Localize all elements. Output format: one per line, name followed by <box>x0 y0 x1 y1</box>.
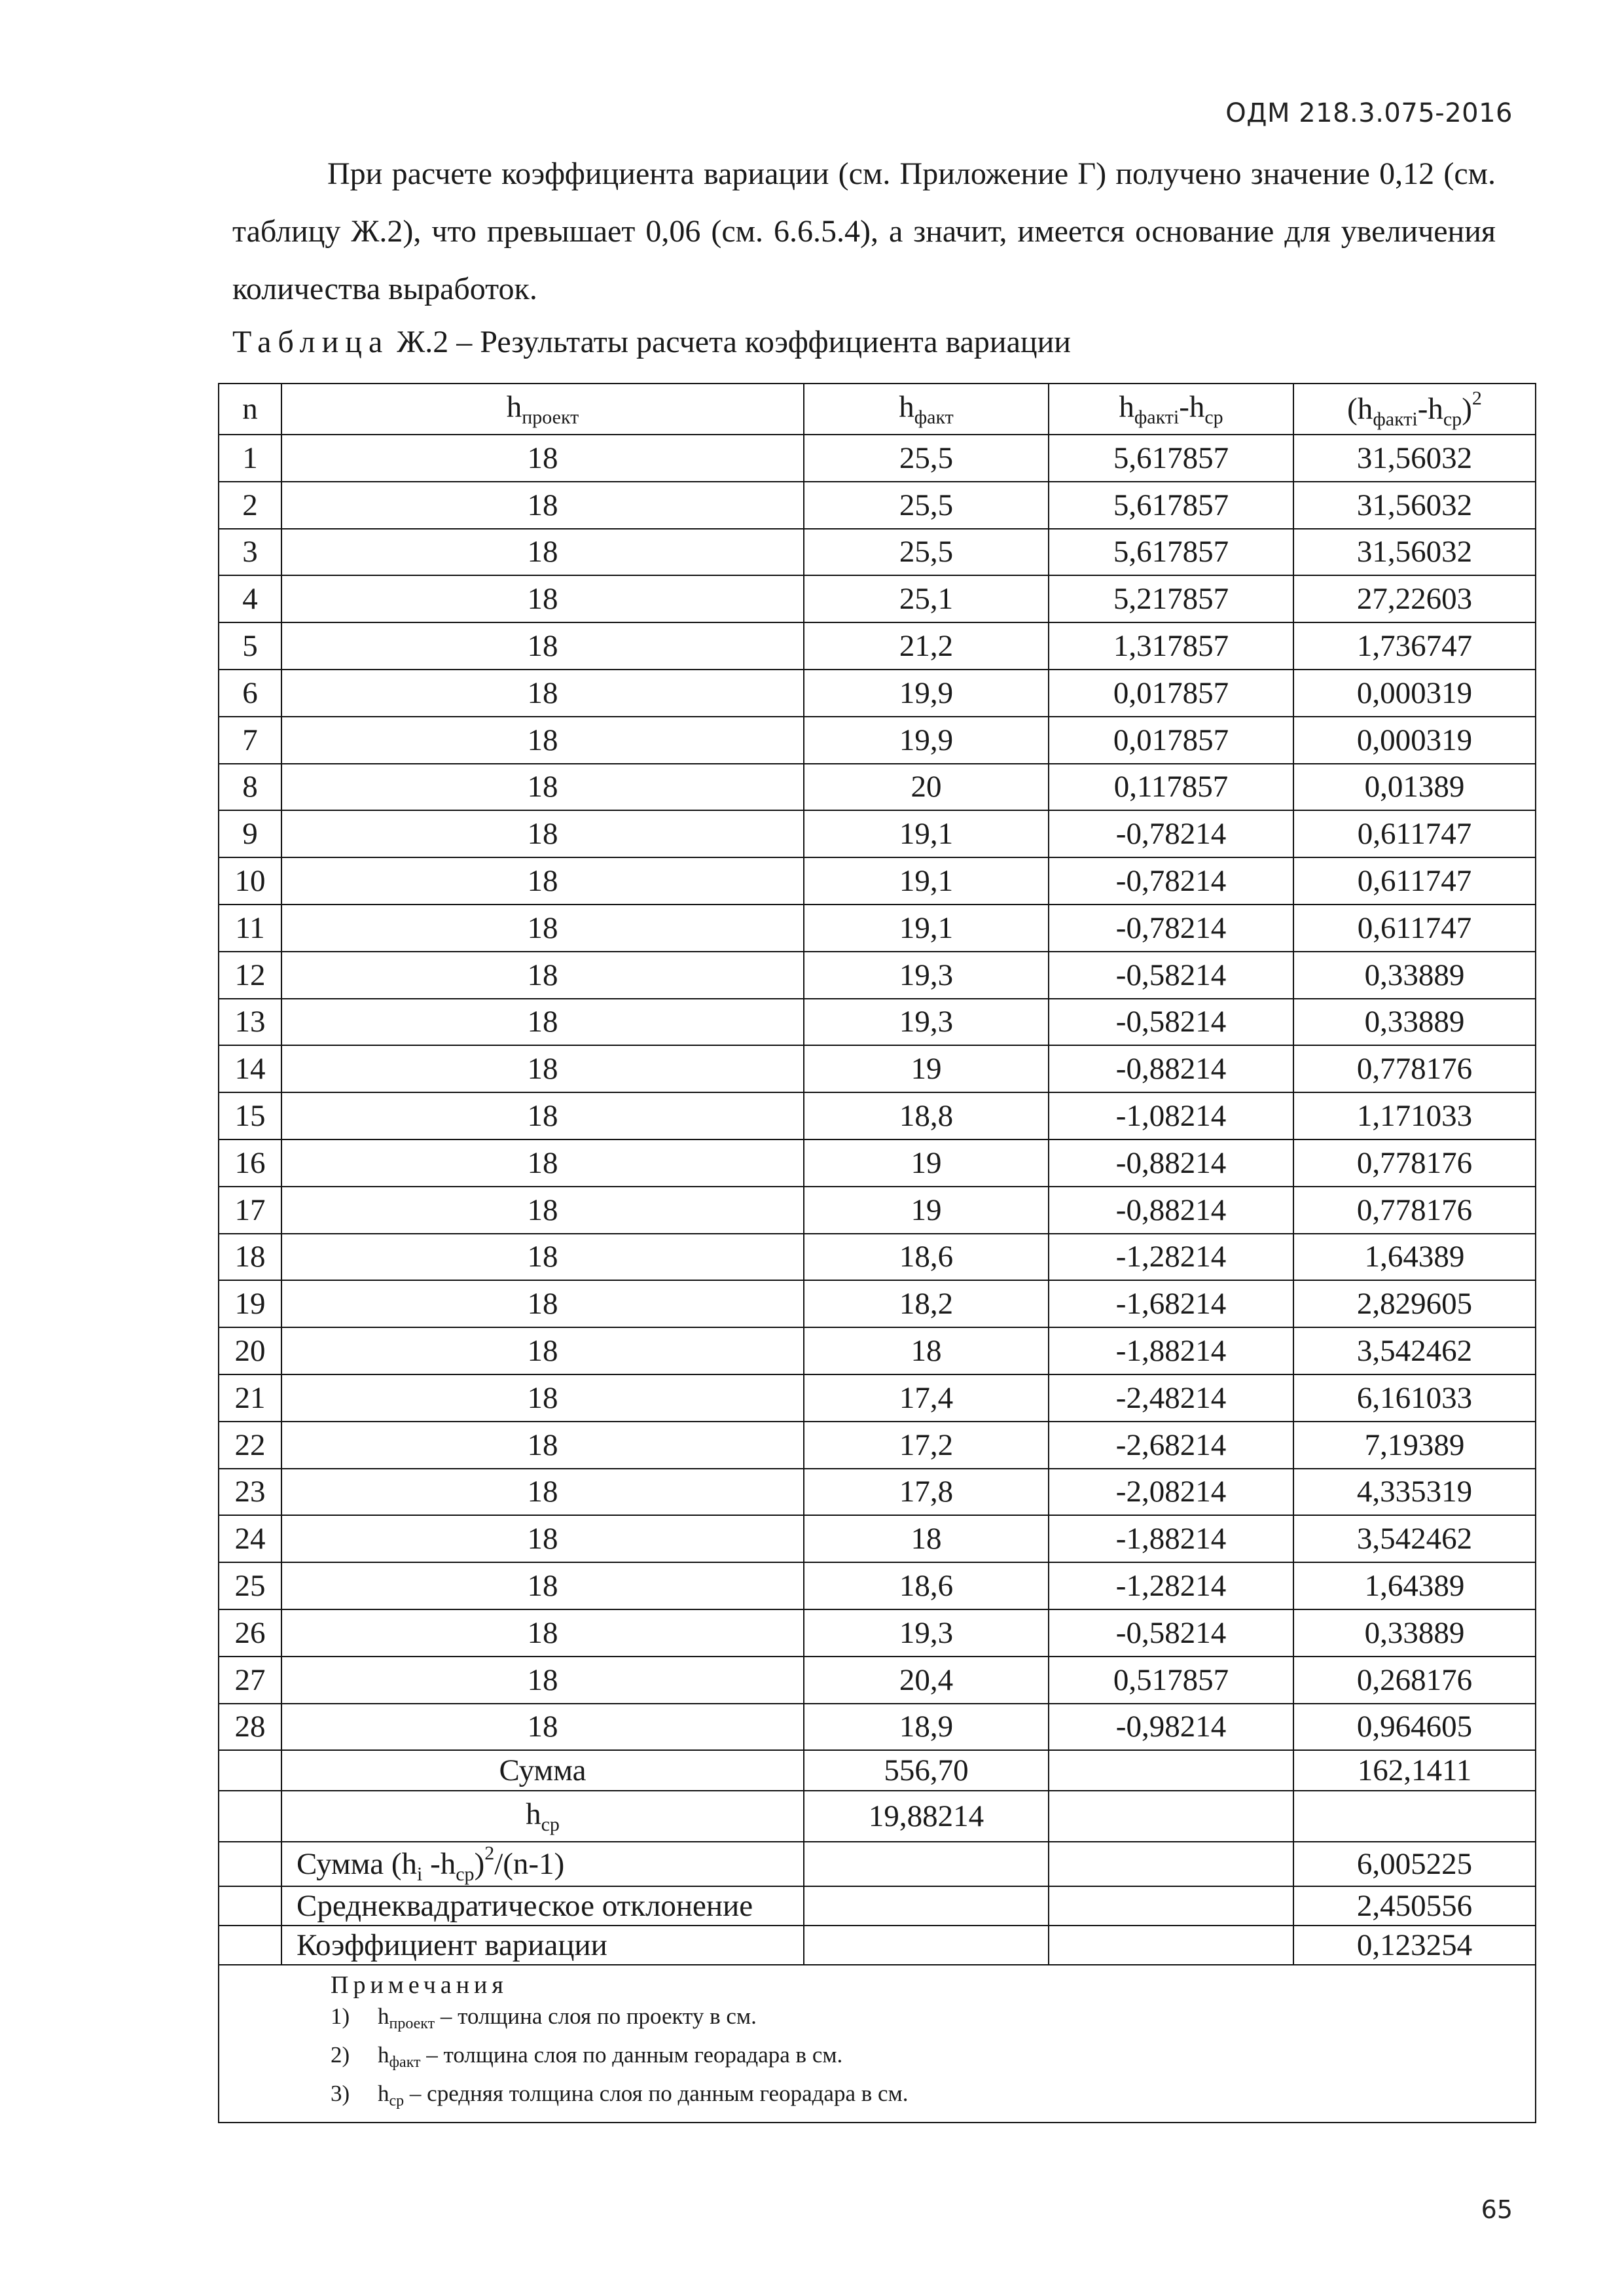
cell-h-project: 18 <box>281 529 804 576</box>
header-sq-sub1: фактi <box>1373 408 1418 430</box>
cell-deviation: -2,08214 <box>1049 1469 1293 1516</box>
table-row <box>219 717 1536 764</box>
notes-list <box>331 2001 1535 2117</box>
cell-deviation-squared: 0,268176 <box>1293 1657 1536 1704</box>
table-row <box>219 857 1536 905</box>
document-code: ОДМ 218.3.075-2016 <box>1225 98 1513 128</box>
note-symbol-sub: факт <box>389 2054 421 2072</box>
cell-deviation-squared: 27,22603 <box>1293 575 1536 622</box>
note-number: 1) <box>331 2003 350 2030</box>
table-row <box>219 764 1536 811</box>
cell-n: 12 <box>219 952 281 999</box>
cell-n: 1 <box>219 435 281 482</box>
header-deviation-squared <box>1293 384 1536 435</box>
cell-deviation-squared: 4,335319 <box>1293 1469 1536 1516</box>
std-dev-value: 2,450556 <box>1293 1886 1536 1926</box>
cell-h-fact: 19,3 <box>804 999 1049 1046</box>
cv-diff-cell <box>1049 1926 1293 1965</box>
notes-title: Примечания <box>331 1971 508 2000</box>
note-item <box>331 2039 1535 2078</box>
cell-deviation-squared: 0,611747 <box>1293 810 1536 857</box>
cell-deviation: -2,68214 <box>1049 1422 1293 1469</box>
cell-h-fact: 19,9 <box>804 717 1049 764</box>
cell-deviation: 1,317857 <box>1049 622 1293 670</box>
cell-n: 5 <box>219 622 281 670</box>
header-deviation <box>1049 384 1293 435</box>
header-sq-close: ) <box>1462 392 1472 426</box>
cell-h-fact: 18,6 <box>804 1234 1049 1281</box>
cell-deviation-squared: 7,19389 <box>1293 1422 1536 1469</box>
cell-deviation: -1,08214 <box>1049 1092 1293 1139</box>
cell-h-project: 18 <box>281 1092 804 1139</box>
variance-fact-cell <box>804 1842 1049 1886</box>
cell-h-fact: 19,1 <box>804 905 1049 952</box>
table-caption <box>232 319 1071 365</box>
cell-deviation-squared: 0,000319 <box>1293 717 1536 764</box>
table-row <box>219 1187 1536 1234</box>
table-row <box>219 1562 1536 1609</box>
header-h-fact <box>804 384 1049 435</box>
cell-h-project: 18 <box>281 1469 804 1516</box>
cell-deviation: -1,88214 <box>1049 1327 1293 1374</box>
cell-deviation-squared: 6,161033 <box>1293 1374 1536 1422</box>
cell-h-project: 18 <box>281 1045 804 1092</box>
sum-row-n-cell <box>219 1750 281 1791</box>
table-row <box>219 482 1536 529</box>
cell-deviation: 0,017857 <box>1049 717 1293 764</box>
cell-deviation: -0,58214 <box>1049 1609 1293 1657</box>
note-symbol-sub: проект <box>389 2015 435 2033</box>
variance-row <box>219 1842 1536 1886</box>
cell-h-project: 18 <box>281 482 804 529</box>
intro-paragraph: При расчете коэффициента вариации (см. Приложение Г) получено значение 0,12 (см. таблицу Ж.2), что превышает 0,06 (см. 6.6.5.4), а значит, имеется основание для увеличения количества выработок. <box>232 156 1496 306</box>
variance-label <box>281 1842 804 1886</box>
header-h-project <box>281 384 804 435</box>
cell-h-project: 18 <box>281 810 804 857</box>
cell-n: 8 <box>219 764 281 811</box>
cell-n: 21 <box>219 1374 281 1422</box>
note-item <box>331 2001 1535 2039</box>
cell-h-project: 18 <box>281 952 804 999</box>
table-row <box>219 1515 1536 1562</box>
variance-label-d: /(n-1) <box>494 1847 565 1882</box>
cell-n: 15 <box>219 1092 281 1139</box>
cell-n: 3 <box>219 529 281 576</box>
cell-deviation: 5,217857 <box>1049 575 1293 622</box>
cell-h-project: 18 <box>281 1187 804 1234</box>
table-row <box>219 622 1536 670</box>
header-deviation-mid: -h <box>1179 390 1205 424</box>
notes-row <box>219 1965 1536 2123</box>
mean-row-n-cell <box>219 1791 281 1842</box>
cell-n: 7 <box>219 717 281 764</box>
cell-deviation-squared: 0,611747 <box>1293 905 1536 952</box>
cv-label: Коэффициент вариации <box>281 1926 804 1965</box>
cell-h-project: 18 <box>281 999 804 1046</box>
table-header-row <box>219 384 1536 435</box>
table-row <box>219 1280 1536 1327</box>
mean-label-sub: ср <box>541 1814 560 1836</box>
cell-n: 22 <box>219 1422 281 1469</box>
cell-deviation-squared: 31,56032 <box>1293 529 1536 576</box>
cell-h-project: 18 <box>281 435 804 482</box>
cell-deviation: -0,88214 <box>1049 1045 1293 1092</box>
sum-diff-cell <box>1049 1750 1293 1791</box>
cell-h-project: 18 <box>281 1374 804 1422</box>
cell-h-fact: 20,4 <box>804 1657 1049 1704</box>
cell-h-project: 18 <box>281 670 804 717</box>
cell-h-project: 18 <box>281 1327 804 1374</box>
cell-h-project: 18 <box>281 622 804 670</box>
cell-n: 26 <box>219 1609 281 1657</box>
table-row <box>219 1139 1536 1187</box>
header-h-fact-sub: факт <box>914 406 954 428</box>
std-dev-label: Среднеквадратическое отклонение <box>281 1886 804 1926</box>
cell-h-fact: 18,6 <box>804 1562 1049 1609</box>
cell-deviation-squared: 3,542462 <box>1293 1515 1536 1562</box>
note-symbol: h <box>378 2081 389 2107</box>
cell-h-fact: 18,8 <box>804 1092 1049 1139</box>
variance-label-sup: 2 <box>484 1842 495 1865</box>
cell-h-fact: 25,1 <box>804 575 1049 622</box>
cell-h-fact: 18,9 <box>804 1704 1049 1751</box>
variance-row-n-cell <box>219 1842 281 1886</box>
cell-h-fact: 19,3 <box>804 952 1049 999</box>
mean-diff-cell <box>1049 1791 1293 1842</box>
sum-row <box>219 1750 1536 1791</box>
table-caption-label: Таблица <box>232 325 389 359</box>
table-row <box>219 952 1536 999</box>
cell-n: 16 <box>219 1139 281 1187</box>
cell-deviation: -1,88214 <box>1049 1515 1293 1562</box>
std-dev-row <box>219 1886 1536 1926</box>
cell-h-fact: 17,8 <box>804 1469 1049 1516</box>
cell-h-fact: 18 <box>804 1327 1049 1374</box>
cell-h-project: 18 <box>281 717 804 764</box>
cell-h-project: 18 <box>281 1280 804 1327</box>
cv-row <box>219 1926 1536 1965</box>
header-n: n <box>219 384 281 435</box>
header-sq-sup: 2 <box>1471 387 1482 409</box>
cell-h-fact: 19 <box>804 1187 1049 1234</box>
table-row <box>219 575 1536 622</box>
table-row <box>219 1422 1536 1469</box>
cell-h-fact: 19,3 <box>804 1609 1049 1657</box>
sum-fact: 556,70 <box>804 1750 1049 1791</box>
cell-deviation-squared: 1,64389 <box>1293 1562 1536 1609</box>
cell-n: 25 <box>219 1562 281 1609</box>
mean-fact: 19,88214 <box>804 1791 1049 1842</box>
table-row <box>219 999 1536 1046</box>
note-item <box>331 2078 1535 2117</box>
cell-n: 11 <box>219 905 281 952</box>
cell-h-fact: 19,9 <box>804 670 1049 717</box>
cell-deviation: -0,78214 <box>1049 810 1293 857</box>
header-deviation-sub2: ср <box>1204 406 1223 428</box>
cell-h-project: 18 <box>281 1562 804 1609</box>
cell-n: 4 <box>219 575 281 622</box>
cell-deviation: 5,617857 <box>1049 435 1293 482</box>
note-text: – средняя толщина слоя по данным георадара в см. <box>404 2081 909 2107</box>
table-row <box>219 1609 1536 1657</box>
cell-deviation-squared: 1,64389 <box>1293 1234 1536 1281</box>
cell-n: 18 <box>219 1234 281 1281</box>
cell-h-project: 18 <box>281 1515 804 1562</box>
cell-h-project: 18 <box>281 1422 804 1469</box>
cell-n: 10 <box>219 857 281 905</box>
cell-n: 14 <box>219 1045 281 1092</box>
header-h-fact-base: h <box>899 390 914 424</box>
cell-deviation: -0,78214 <box>1049 905 1293 952</box>
cell-deviation-squared: 0,33889 <box>1293 999 1536 1046</box>
mean-row <box>219 1791 1536 1842</box>
cell-deviation: -0,88214 <box>1049 1187 1293 1234</box>
cell-n: 23 <box>219 1469 281 1516</box>
cell-n: 27 <box>219 1657 281 1704</box>
header-deviation-sub1: фактi <box>1134 406 1180 428</box>
table-row <box>219 529 1536 576</box>
table-row <box>219 905 1536 952</box>
cell-deviation: 0,017857 <box>1049 670 1293 717</box>
table-row <box>219 1327 1536 1374</box>
table-row <box>219 810 1536 857</box>
variance-label-a: Сумма (h <box>297 1847 417 1882</box>
cell-n: 24 <box>219 1515 281 1562</box>
header-h-project-base: h <box>506 390 522 424</box>
cell-deviation-squared: 0,000319 <box>1293 670 1536 717</box>
std-dev-row-n-cell <box>219 1886 281 1926</box>
mean-label <box>281 1791 804 1842</box>
header-h-project-sub: проект <box>522 406 579 428</box>
cell-deviation: -0,58214 <box>1049 952 1293 999</box>
cell-h-project: 18 <box>281 1139 804 1187</box>
cell-deviation-squared: 2,829605 <box>1293 1280 1536 1327</box>
cell-deviation: -0,98214 <box>1049 1704 1293 1751</box>
cell-h-project: 18 <box>281 1234 804 1281</box>
table-caption-text: Ж.2 – Результаты расчета коэффициента вариации <box>389 325 1071 359</box>
cell-n: 13 <box>219 999 281 1046</box>
header-sq-sub2: ср <box>1443 408 1462 430</box>
cell-h-project: 18 <box>281 905 804 952</box>
cell-deviation-squared: 31,56032 <box>1293 435 1536 482</box>
note-text: – толщина слоя по проекту в см. <box>435 2003 757 2030</box>
variance-label-c: ) <box>474 1847 485 1882</box>
table-row <box>219 1704 1536 1751</box>
cell-deviation-squared: 0,33889 <box>1293 952 1536 999</box>
cell-deviation: -0,78214 <box>1049 857 1293 905</box>
sum-sq: 162,1411 <box>1293 1750 1536 1791</box>
header-sq-open: (h <box>1347 392 1373 426</box>
cell-deviation: 5,617857 <box>1049 529 1293 576</box>
table-row <box>219 1092 1536 1139</box>
cell-deviation: -1,68214 <box>1049 1280 1293 1327</box>
cell-n: 2 <box>219 482 281 529</box>
variance-label-sub1: i <box>416 1863 423 1886</box>
cell-deviation: -2,48214 <box>1049 1374 1293 1422</box>
cell-deviation: -0,58214 <box>1049 999 1293 1046</box>
std-dev-diff-cell <box>1049 1886 1293 1926</box>
variation-results-table <box>218 383 1536 2123</box>
note-symbol-sub: ср <box>389 2092 405 2110</box>
note-number: 2) <box>331 2042 350 2068</box>
table-row <box>219 1045 1536 1092</box>
note-symbol: h <box>378 2042 389 2068</box>
cell-deviation-squared: 0,778176 <box>1293 1045 1536 1092</box>
cell-h-project: 18 <box>281 1609 804 1657</box>
cell-n: 6 <box>219 670 281 717</box>
table-row <box>219 670 1536 717</box>
cell-h-fact: 25,5 <box>804 435 1049 482</box>
cell-deviation-squared: 0,778176 <box>1293 1187 1536 1234</box>
cell-deviation: -1,28214 <box>1049 1234 1293 1281</box>
cell-n: 17 <box>219 1187 281 1234</box>
cell-deviation-squared: 1,736747 <box>1293 622 1536 670</box>
cell-h-fact: 18 <box>804 1515 1049 1562</box>
mean-sq-cell <box>1293 1791 1536 1842</box>
cell-deviation: -1,28214 <box>1049 1562 1293 1609</box>
cell-deviation-squared: 0,778176 <box>1293 1139 1536 1187</box>
header-sq-mid: -h <box>1417 392 1443 426</box>
variance-label-sub2: ср <box>456 1863 475 1886</box>
cell-deviation-squared: 0,01389 <box>1293 764 1536 811</box>
table-row <box>219 435 1536 482</box>
note-text: – толщина слоя по данным георадара в см. <box>420 2042 843 2068</box>
cell-h-fact: 19 <box>804 1139 1049 1187</box>
note-number: 3) <box>331 2081 350 2107</box>
cell-h-fact: 19,1 <box>804 810 1049 857</box>
variance-label-b: -h <box>422 1847 456 1882</box>
cell-deviation-squared: 3,542462 <box>1293 1327 1536 1374</box>
cell-deviation: 0,117857 <box>1049 764 1293 811</box>
cell-h-fact: 19,1 <box>804 857 1049 905</box>
cell-n: 19 <box>219 1280 281 1327</box>
cell-h-fact: 25,5 <box>804 482 1049 529</box>
variance-diff-cell <box>1049 1842 1293 1886</box>
table-row <box>219 1374 1536 1422</box>
cell-h-fact: 17,2 <box>804 1422 1049 1469</box>
cv-value: 0,123254 <box>1293 1926 1536 1965</box>
cell-h-fact: 19 <box>804 1045 1049 1092</box>
cell-h-fact: 18,2 <box>804 1280 1049 1327</box>
page-number: 65 <box>1481 2195 1513 2224</box>
cell-n: 20 <box>219 1327 281 1374</box>
cell-deviation-squared: 0,611747 <box>1293 857 1536 905</box>
header-deviation-base: h <box>1119 390 1134 424</box>
note-symbol: h <box>378 2003 389 2030</box>
cell-deviation-squared: 31,56032 <box>1293 482 1536 529</box>
cell-h-fact: 20 <box>804 764 1049 811</box>
notes-cell <box>219 1965 1536 2123</box>
table-row <box>219 1657 1536 1704</box>
cell-h-fact: 21,2 <box>804 622 1049 670</box>
cell-n: 28 <box>219 1704 281 1751</box>
cell-h-project: 18 <box>281 1704 804 1751</box>
table-row <box>219 1469 1536 1516</box>
std-dev-fact-cell <box>804 1886 1049 1926</box>
cell-h-fact: 25,5 <box>804 529 1049 576</box>
variance-value: 6,005225 <box>1293 1842 1536 1886</box>
cell-deviation: 0,517857 <box>1049 1657 1293 1704</box>
cv-row-n-cell <box>219 1926 281 1965</box>
cv-fact-cell <box>804 1926 1049 1965</box>
cell-h-project: 18 <box>281 857 804 905</box>
cell-deviation-squared: 0,33889 <box>1293 1609 1536 1657</box>
cell-h-fact: 17,4 <box>804 1374 1049 1422</box>
cell-deviation-squared: 1,171033 <box>1293 1092 1536 1139</box>
cell-h-project: 18 <box>281 764 804 811</box>
cell-deviation: -0,88214 <box>1049 1139 1293 1187</box>
mean-label-base: h <box>526 1797 541 1832</box>
cell-deviation: 5,617857 <box>1049 482 1293 529</box>
cell-h-project: 18 <box>281 575 804 622</box>
cell-deviation-squared: 0,964605 <box>1293 1704 1536 1751</box>
cell-h-project: 18 <box>281 1657 804 1704</box>
cell-n: 9 <box>219 810 281 857</box>
table-row <box>219 1234 1536 1281</box>
sum-label: Сумма <box>281 1750 804 1791</box>
